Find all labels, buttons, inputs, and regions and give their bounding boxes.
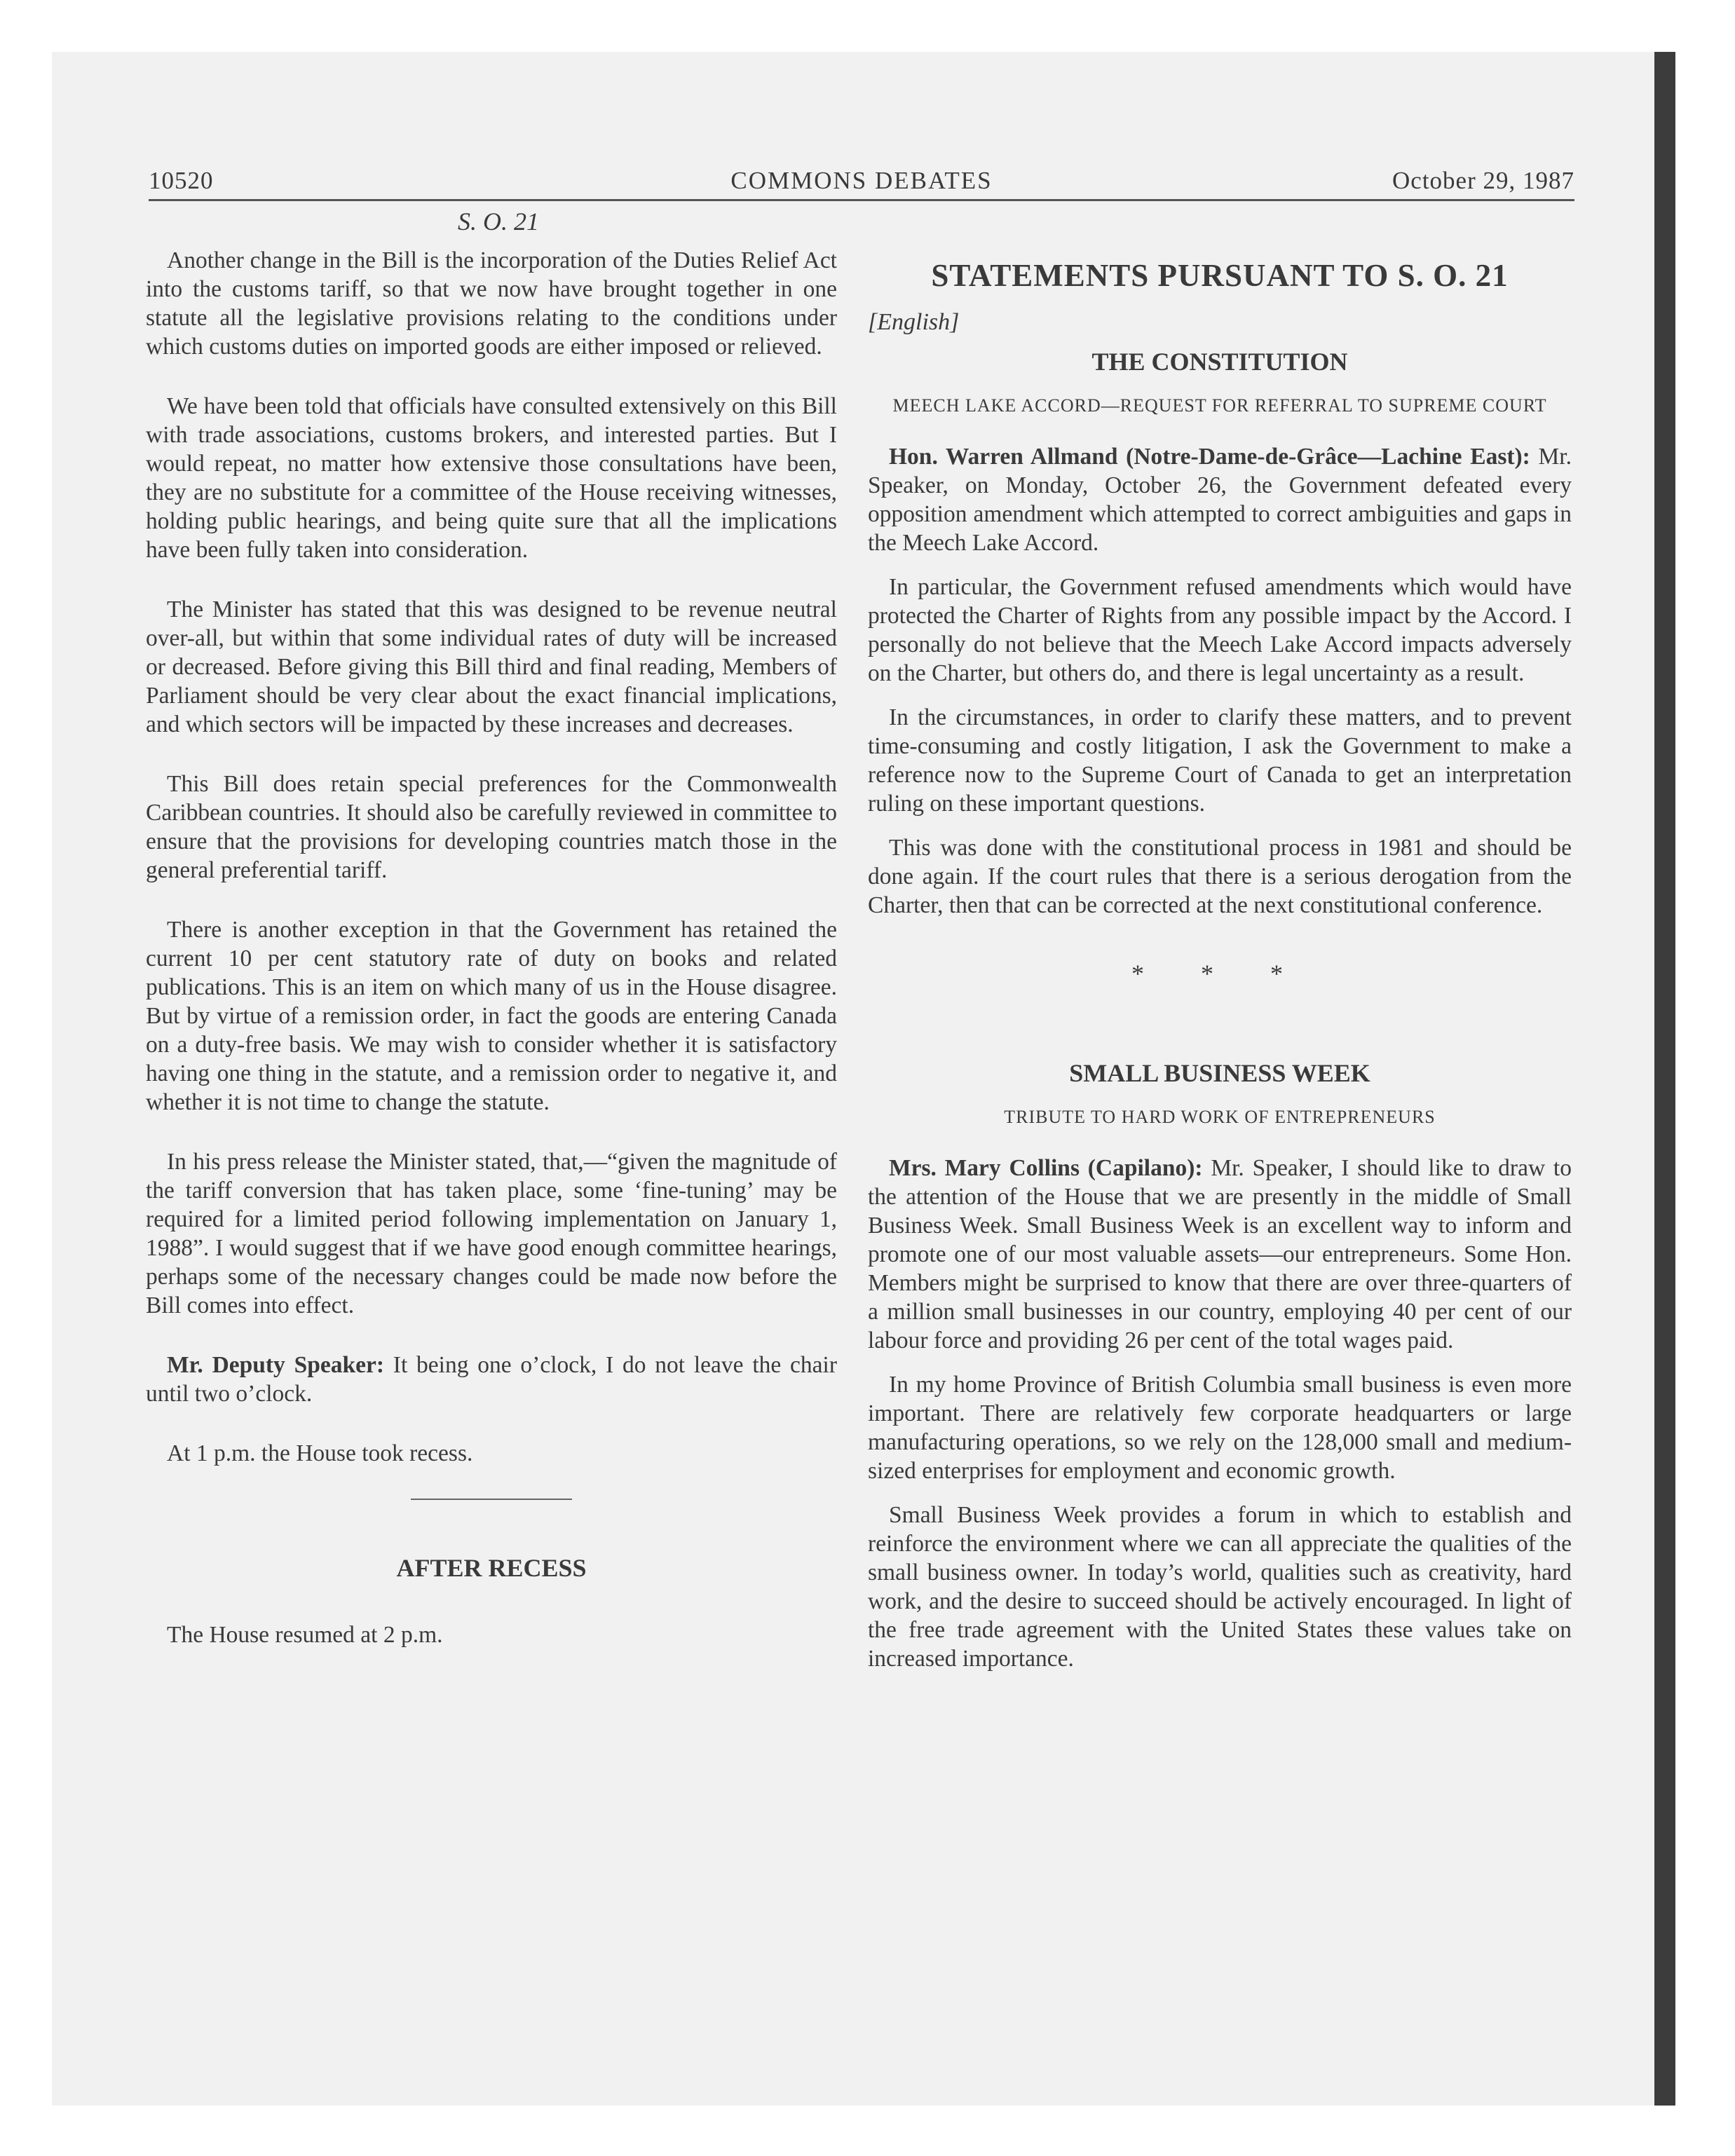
right-column <box>868 207 1572 1688</box>
resumed-note: The House resumed at 2 p.m. <box>167 1622 443 1648</box>
issue-date: October 29, 1987 <box>1392 167 1574 194</box>
paragraph: We have been told that officials have consulted extensively on this Bill with trade associations, customs brokers, and interested parties. But I would repeat, no matter how extensive those consultations have been, they are no substitute for a committee of the House receiving witnesses, holding public hearings, and being quite sure that all the implications have been fully taken into consideration. <box>146 393 837 563</box>
section-subtitle-entrepreneurs: TRIBUTE TO HARD WORK OF ENTREPRENEURS <box>1004 1107 1436 1127</box>
speaker-name: Hon. Warren Allmand (Notre-Dame-de-Grâce—Lachine East): <box>889 444 1530 470</box>
paragraph: Small Business Week provides a forum in which to establish and reinforce the environment where we can all appreciate the qualities of the small business owner. In today’s world, qualities such as creativity, hard work, and the desire to succeed should be actively encouraged. In light of the free trade agreement with the United States these values take on increased importance. <box>868 1502 1572 1672</box>
statement-text: Mr. Speaker, I should like to draw to the attention of the House that we are presently in the middle of Small Business Week. Small Business Week is an excellent way to inform and promote one of our most valuable assets—our entrepreneurs. Some Hon. Members might be surprised to know that there are over three-quarters of a million small businesses in our country, employing 40 per cent of our labour force and providing 26 per cent of the total wages paid. <box>868 1155 1572 1353</box>
paragraph: There is another exception in that the Government has retained the current 10 per cent statutory rate of duty on books and related publications. This is an item on which many of us in the House disagree. But by virtue of a remission order, in fact the goods are entering Canada on a duty-free basis. We may wish to consider whether it is satisfactory having one thing in the statute, and a remission order to negative it, and whether it is not time to change the statute. <box>146 917 837 1115</box>
recess-note: At 1 p.m. the House took recess. <box>167 1440 473 1466</box>
language-tag: [English] <box>868 309 960 335</box>
collins-statement <box>868 1154 1572 1355</box>
deputy-speaker-statement <box>146 1351 837 1408</box>
section-title-small-business: SMALL BUSINESS WEEK <box>1069 1059 1370 1087</box>
paragraph: In the circumstances, in order to clarify these matters, and to prevent time-consuming and costly litigation, I ask the Government to make a reference now to the Supreme Court of Canada to get an interpretation ruling on these important questions. <box>868 704 1572 817</box>
paragraph: This Bill does retain special preferences for the Commonwealth Caribbean countries. It should also be carefully reviewed in committee to ensure that the provisions for developing countries match those in the general preferential tariff. <box>146 771 837 883</box>
paragraph: The Minister has stated that this was designed to be revenue neutral over-all, but within that some individual rates of duty will be increased or decreased. Before giving this Bill third and final reading, Members of Parliament should be very clear about the exact financial implications, and which sectors will be impacted by these increases and decreases. <box>146 596 837 737</box>
paragraph: In particular, the Government refused amendments which would have protected the Charter of Rights from any possible impact by the Accord. I personally do not believe that the Meech Lake Accord impacts adversely on the Charter, but others do, and there is legal uncertainty as a result. <box>868 574 1572 686</box>
page-header <box>149 163 1574 201</box>
statement-text: Mr. Speaker, on Monday, October 26, the Government defeated every opposition amendment which attempted to correct ambiguities and gaps in the Meech Lake Accord. <box>868 444 1572 556</box>
paragraph: This was done with the constitutional process in 1981 and should be done again. If the court rules that there is a serious derogation from the Charter, then that can be corrected at the next constitutional conference. <box>868 835 1572 918</box>
publication-title: COMMONS DEBATES <box>730 167 993 194</box>
after-recess-heading: AFTER RECESS <box>396 1554 587 1582</box>
statement-text: It being one o’clock, I do not leave the chair until two o’clock. <box>146 1352 837 1407</box>
page-number: 10520 <box>149 167 214 194</box>
paragraph: In his press release the Minister stated, that,—“given the magnitude of the tariff conversion that has taken place, some ‘fine-tuning’ may be required for a limited period following implementation on January 1, 1988”. I would suggest that if we have good enough committee hearings, perhaps some of the necessary changes could be made now before the Bill comes into effect. <box>146 1149 837 1318</box>
paragraph: Another change in the Bill is the incorporation of the Duties Relief Act into the customs tariff, so that we now have brought together in one statute all the legislative provisions relating to the conditions under which customs duties on imported goods are either imposed or relieved. <box>146 247 837 360</box>
section-divider <box>411 1499 572 1500</box>
section-label: S. O. 21 <box>458 207 539 236</box>
section-title-constitution: THE CONSTITUTION <box>1091 348 1348 376</box>
section-separator: * * * <box>1131 960 1308 988</box>
speaker-name: Mrs. Mary Collins (Capilano): <box>889 1155 1203 1181</box>
left-column <box>146 207 837 1680</box>
main-heading: STATEMENTS PURSUANT TO S. O. 21 <box>931 258 1509 293</box>
paragraph: In my home Province of British Columbia small business is even more important. There are relatively few corporate headquarters or large manufacturing operations, so we rely on the 128,000 small and medium-sized enterprises for employment and economic growth. <box>868 1372 1572 1484</box>
allmand-statement <box>868 442 1572 557</box>
scan-edge-shadow <box>1654 52 1675 2106</box>
section-subtitle-meech-lake: MEECH LAKE ACCORD—REQUEST FOR REFERRAL TO SUPREME COURT <box>892 395 1547 416</box>
speaker-name: Mr. Deputy Speaker: <box>167 1352 385 1378</box>
